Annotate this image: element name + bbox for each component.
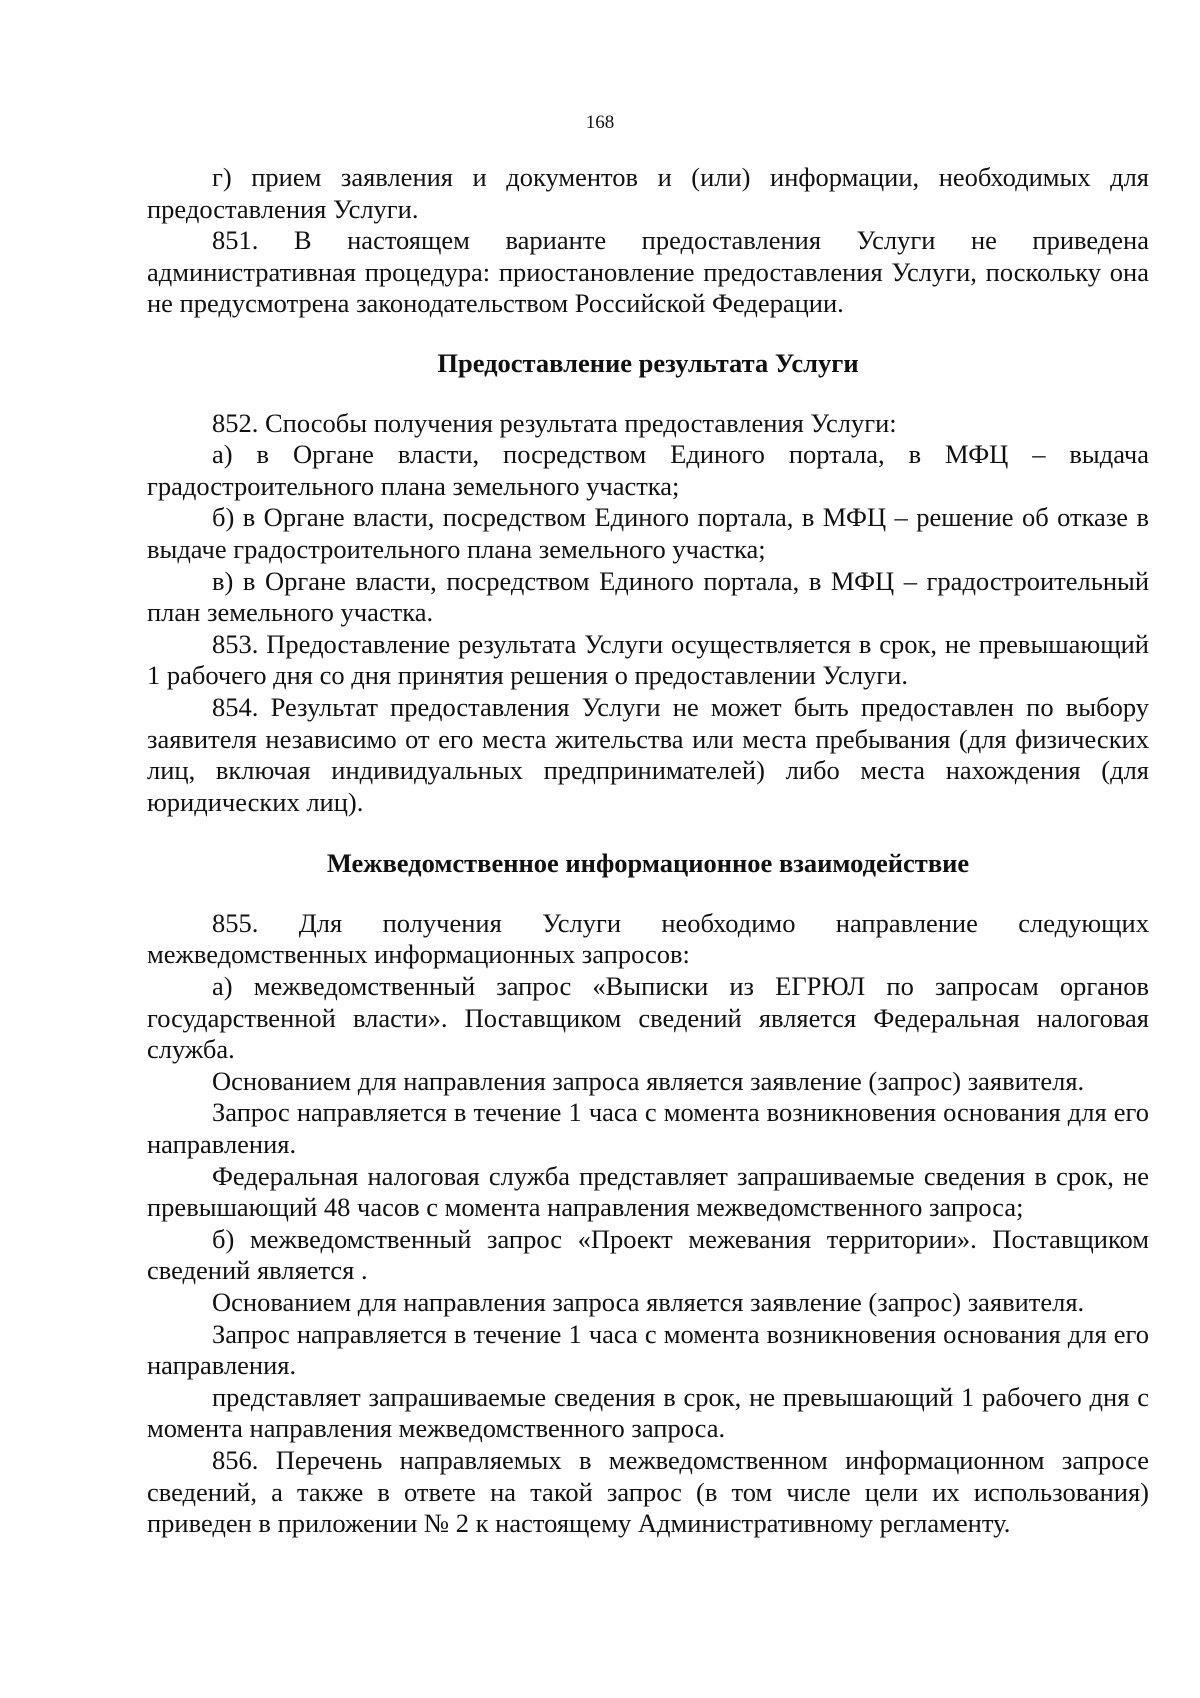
paragraph: 855. Для получения Услуги необходимо направление следующих межведомственных информационных запросов: [147,907,1149,970]
paragraph: Запрос направляется в течение 1 часа с момента возникновения основания для его направления. [147,1097,1149,1160]
paragraph: Запрос направляется в течение 1 часа с момента возникновения основания для его направления. [147,1318,1149,1381]
paragraph: а) в Органе власти, посредством Единого портала, в МФЦ – выдача градостроительного плана земельного участка; [147,439,1149,501]
paragraph: в) в Органе власти, посредством Единого портала, в МФЦ – градостроительный план земельного участка. [147,565,1149,628]
document-body [147,162,1149,1540]
paragraph: б) межведомственный запрос «Проект межевания территории». Поставщиком сведений является . [147,1223,1149,1286]
paragraph: а) межведомственный запрос «Выписки из ЕГРЮЛ по запросам органов государственной власти». Поставщиком сведений является Федеральная налоговая служба. [147,971,1149,1065]
paragraph: 851. В настоящем варианте предоставления Услуги не приведена административная процедура: приостановление предоставления Услуги, поскольку она не предусмотрена законодательством Российской Федерации. [147,225,1149,319]
paragraph: Федеральная налоговая служба представляет запрашиваемые сведения в срок, не превышающий 48 часов с момента направления межведомственного запроса; [147,1160,1149,1223]
paragraph: представляет запрашиваемые сведения в срок, не превышающий 1 рабочего дня с момента направления межведомственного запроса. [147,1381,1149,1444]
paragraph: Основанием для направления запроса является заявление (запрос) заявителя. [212,1065,1085,1096]
page-number: 168 [585,112,615,133]
paragraph: 853. Предоставление результата Услуги осуществляется в срок, не превышающий 1 рабочего дня со дня принятия решения о предоставлении Услуги. [147,628,1149,691]
section-heading: Межведомственное информационное взаимодействие [326,848,970,879]
section-heading: Предоставление результата Услуги [437,347,859,378]
paragraph: 856. Перечень направляемых в межведомственном информационном запросе сведений, а также в ответе на такой запрос (в том числе цели их использования) приведен в приложении № 2 к настоящему Административному регламенту. [147,1444,1149,1539]
paragraph: 852. Способы получения результата предоставления Услуги: [212,407,897,438]
paragraph: 854. Результат предоставления Услуги не может быть предоставлен по выбору заявителя независимо от его места жительства или места пребывания (для физических лиц, включая индивидуальных предпринимателей) либо места нахождения (для юридических лиц). [147,691,1149,817]
paragraph: б) в Органе власти, посредством Единого портала, в МФЦ – решение об отказе в выдаче градостроительного плана земельного участка; [147,502,1149,564]
paragraph: Основанием для направления запроса является заявление (запрос) заявителя. [212,1287,1085,1317]
paragraph: г) прием заявления и документов и (или) информации, необходимых для предоставления Услуги. [147,162,1149,224]
